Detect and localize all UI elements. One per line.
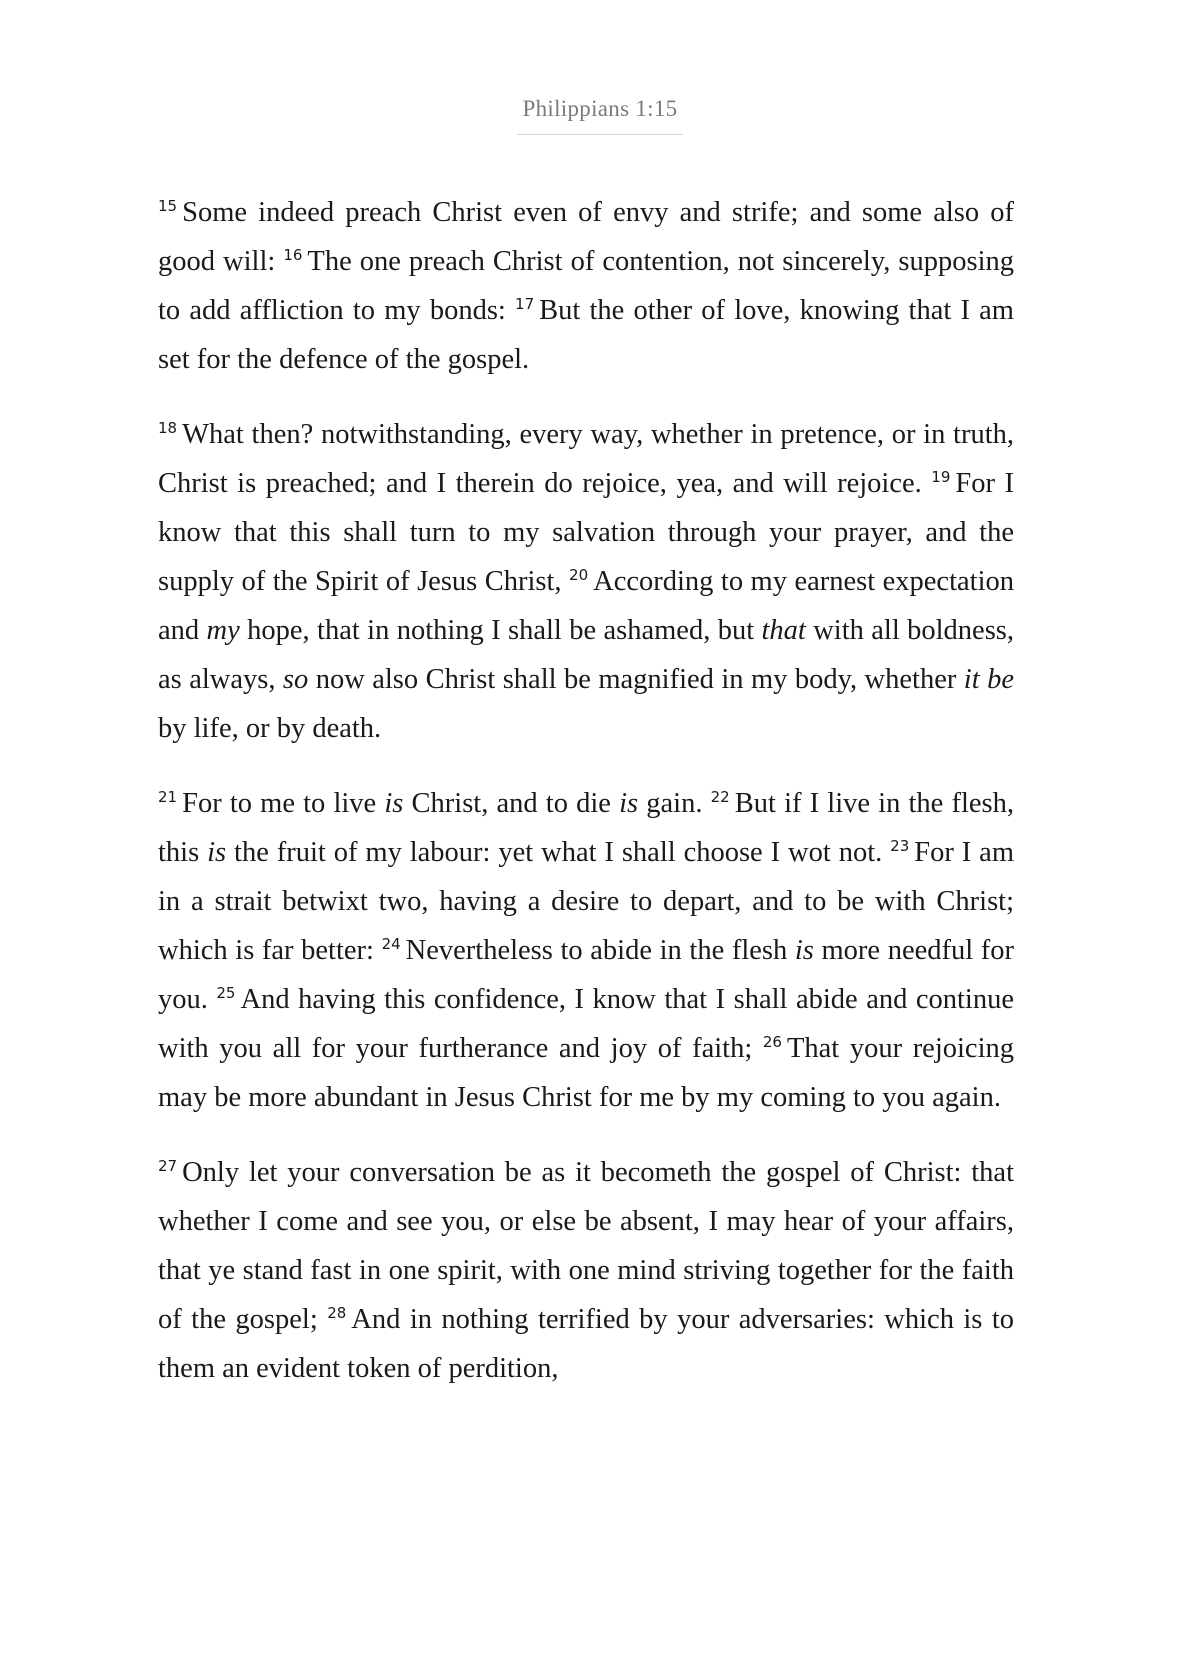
verse-text: According to my earnest expectation and (158, 566, 1014, 646)
verse-text: And having this confidence, I know that I shall abide and continue with you all for your furtherance and joy of faith; (158, 984, 1014, 1064)
paragraph (158, 779, 1014, 1122)
paragraph (158, 410, 1014, 753)
verse-text: Nevertheless to abide in the flesh (405, 935, 795, 966)
verse-text: For I know that this shall turn to my salvation through your prayer, and the supply of the Spirit of Jesus Christ, (158, 468, 1014, 597)
verse-text: And in nothing terrified by your adversaries: which is to them an evident token of perdition, (158, 1304, 1015, 1384)
verse-text: gain. (638, 788, 711, 819)
verse-number: 20 (569, 566, 589, 584)
verse-text: But if I live in the flesh, this (158, 788, 1014, 868)
italic-text: is (207, 837, 227, 868)
paragraph (158, 188, 1014, 384)
verse-text: Christ, and to die (403, 788, 620, 819)
verse-text: more needful for you. (158, 935, 1015, 1015)
verse-text: That your rejoicing may be more abundant in Jesus Christ for me by my coming to you again. (158, 1033, 1014, 1113)
verse-number: 25 (216, 984, 236, 1002)
verse-text: the fruit of my labour: yet what I shall choose I wot not. (226, 837, 891, 868)
verse-number: 26 (762, 1033, 782, 1051)
chapter-reference: Philippians 1:15 (517, 96, 684, 135)
verse-text: Only let your conversation be as it becometh the gospel of Christ: that whether I come and see you, or else be absent, I may hear of your affairs, that ye stand fast in one spirit, with one mind striving together for the faith of the gospel; (158, 1157, 1014, 1335)
italic-text: that (761, 615, 806, 646)
verse-number: 21 (158, 788, 178, 806)
italic-text: it be (963, 664, 1014, 695)
verse-number: 16 (283, 246, 303, 264)
running-header (0, 96, 1200, 135)
italic-text: is (794, 935, 814, 966)
italic-text: so (282, 664, 309, 695)
verse-text: Some indeed preach Christ even of envy and strife; and some also of good will: (158, 197, 1014, 277)
verse-number: 23 (890, 837, 910, 855)
scripture-text (158, 188, 1014, 1419)
verse-number: 17 (515, 295, 535, 313)
verse-text: But the other of love, knowing that I am set for the defence of the gospel. (158, 295, 1014, 375)
verse-text: hope, that in nothing I shall be ashamed, but (239, 615, 762, 646)
verse-text: now also Christ shall be magnified in my body, whether (308, 664, 964, 695)
verse-number: 27 (158, 1157, 178, 1175)
verse-number: 19 (931, 468, 951, 486)
verse (158, 788, 711, 819)
verse-number: 15 (158, 197, 178, 215)
italic-text: is (619, 788, 639, 819)
verse-text: by life, or by death. (158, 713, 382, 744)
verse-text: For to me to live (182, 788, 385, 819)
verse-number: 18 (158, 419, 178, 437)
italic-text: my (206, 615, 240, 646)
verse-text: with all boldness, as always, (158, 615, 1014, 695)
verse-text: The one preach Christ of contention, not sincerely, supposing to add affliction to my bonds: (158, 246, 1014, 326)
verse-number: 24 (381, 935, 401, 953)
italic-text: is (384, 788, 404, 819)
verse (158, 419, 1014, 499)
paragraph (158, 1148, 1014, 1393)
verse-number: 28 (327, 1304, 347, 1322)
verse-number: 22 (710, 788, 730, 806)
verse-text: For I am in a strait betwixt two, having a desire to depart, and to be with Christ; which is far better: (158, 837, 1014, 966)
verse-text: What then? notwithstanding, every way, whether in pretence, or in truth, Christ is preached; and I therein do rejoice, yea, and will rejoice. (158, 419, 1014, 499)
